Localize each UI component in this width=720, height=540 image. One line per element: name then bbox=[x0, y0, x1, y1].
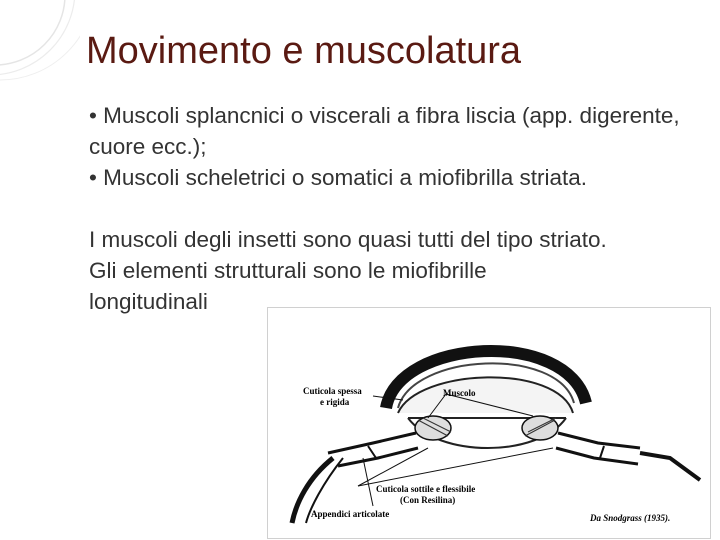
paragraph-line-1: I muscoli degli insetti sono quasi tutti del tipo striato. bbox=[89, 227, 607, 252]
decorative-corner-arcs bbox=[0, 0, 80, 100]
label-thick-cuticle-2: e rigida bbox=[320, 397, 350, 407]
label-muscle: Muscolo bbox=[443, 388, 476, 398]
paragraph-line-2: Gli elementi strutturali sono le miofibrille longitudinali bbox=[89, 258, 487, 314]
bullet-smooth-muscle: • Muscoli splancnici o viscerali a fibra liscia (app. digerente, cuore ecc.); bbox=[89, 103, 680, 159]
label-thick-cuticle-1: Cuticola spessa bbox=[303, 386, 362, 396]
slide-body bbox=[89, 100, 714, 317]
label-thin-cuticle-1: Cuticola sottile e flessibile bbox=[376, 484, 476, 494]
insect-muscle-diagram bbox=[267, 307, 711, 539]
slide-title: Movimento e muscolatura bbox=[86, 30, 522, 72]
label-thin-cuticle-2: (Con Resilina) bbox=[400, 495, 456, 505]
bullet-striated-muscle: • Muscoli scheletrici o somatici a miofibrilla striata. bbox=[89, 165, 588, 190]
figure-credit: Da Snodgrass (1935). bbox=[590, 513, 671, 523]
label-appendages: Appendici articolate bbox=[311, 509, 390, 519]
